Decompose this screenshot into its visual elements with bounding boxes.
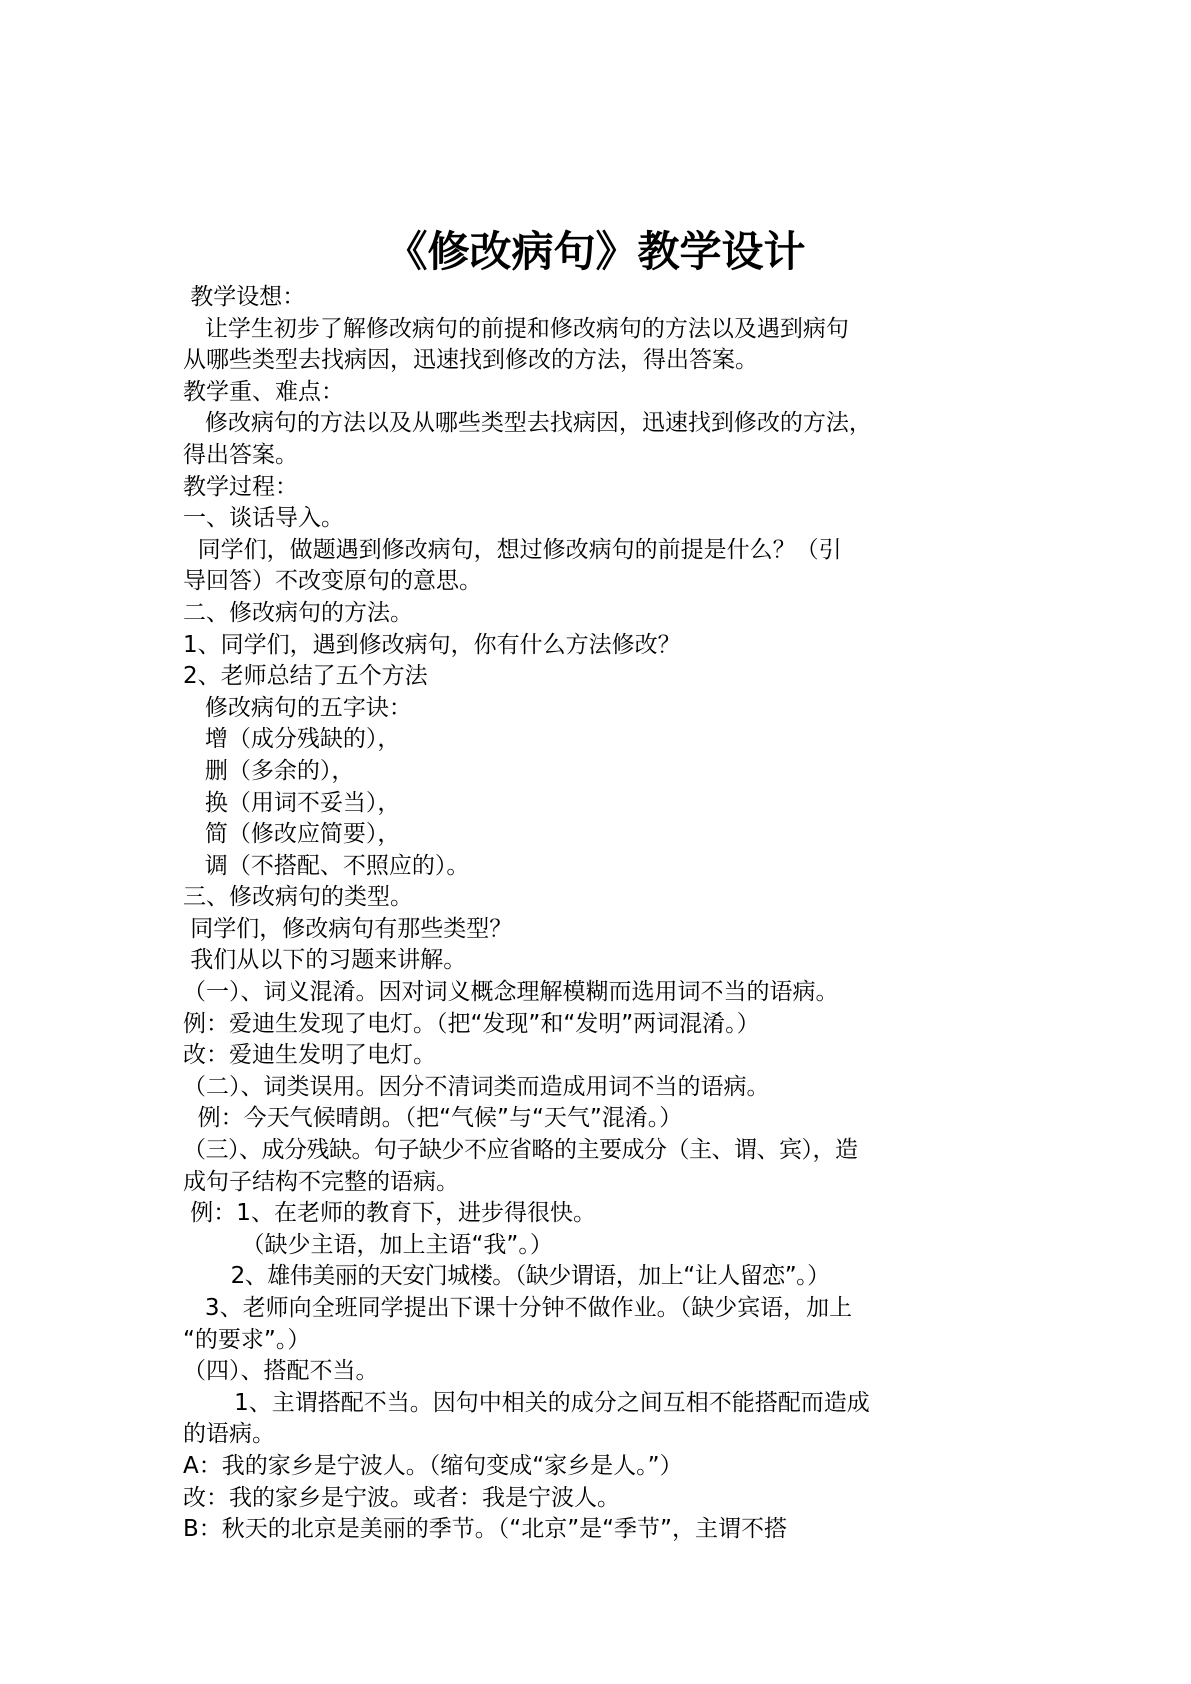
- text-line: 三、修改病句的类型。: [183, 884, 413, 911]
- text-line: 成句子结构不完整的语病。: [183, 1168, 459, 1195]
- text-line: （缺少主语，加上主语“我”。）: [183, 1231, 553, 1258]
- text-line: 修改病句的方法以及从哪些类型去找病因，迅速找到修改的方法，: [183, 410, 872, 437]
- text-line: 二、修改病句的方法。: [183, 599, 413, 626]
- text-line: 的语病。: [183, 1421, 275, 1448]
- text-line: 我们从以下的习题来讲解。: [183, 947, 467, 974]
- text-line: “的要求”。）: [183, 1326, 311, 1353]
- text-line: 例：今天气候晴朗。（把“气候”与“天气”混淆。）: [183, 1105, 683, 1132]
- text-line: 得出答案。: [183, 441, 298, 468]
- text-line: 2、雄伟美丽的天安门城楼。（缺少谓语，加上“让人留恋”。）: [183, 1263, 830, 1290]
- text-line: 一、谈话导入。: [183, 505, 344, 532]
- text-line: 2、老师总结了五个方法: [183, 663, 428, 690]
- text-line: 例：爱迪生发现了电灯。（把“发现”和“发明”两词混淆。）: [183, 1010, 760, 1037]
- text-line: 例：1、在老师的教育下，进步得很快。: [183, 1200, 596, 1227]
- text-line: 换（用词不妥当），: [183, 789, 401, 816]
- text-line: 让学生初步了解修改病句的前提和修改病句的方法以及遇到病句: [183, 315, 849, 342]
- text-line: 修改病句的五字诀：: [183, 694, 412, 721]
- text-line: 1、同学们，遇到修改病句，你有什么方法修改？: [183, 631, 681, 658]
- text-line: 删（多余的），: [183, 757, 355, 784]
- text-line: 增（成分残缺的），: [183, 726, 401, 753]
- text-line: 改：爱迪生发明了电灯。: [183, 1042, 436, 1069]
- text-line: 简（修改应简要），: [183, 821, 401, 848]
- text-line: 同学们，做题遇到修改病句，想过修改病句的前提是什么？（引: [183, 536, 842, 563]
- text-line: 教学重、难点：: [183, 378, 344, 405]
- text-line: （三）、成分残缺。句子缺少不应省略的主要成分（主、谓、宾），造: [183, 1137, 858, 1164]
- text-line: 调（不搭配、不照应的）。: [183, 852, 470, 879]
- text-line: A：我的家乡是宁波人。（缩句变成“家乡是人。”）: [183, 1452, 683, 1479]
- document-title: 《修改病句》教学设计: [385, 227, 806, 276]
- text-line: 1、主谓搭配不当。因句中相关的成分之间互相不能搭配而造成: [183, 1389, 870, 1416]
- text-line: B：秋天的北京是美丽的季节。（“北京”是“季节”，主谓不搭: [183, 1516, 787, 1543]
- text-line: 教学过程：: [183, 473, 298, 500]
- text-line: 3、老师向全班同学提出下课十分钟不做作业。（缺少宾语，加上: [183, 1295, 853, 1321]
- text-line: 从哪些类型去找病因，迅速找到修改的方法，得出答案。: [183, 347, 758, 374]
- document-body: [183, 282, 1023, 1546]
- text-line: （二）、词类误用。因分不清词类而造成用词不当的语病。: [183, 1073, 770, 1100]
- text-line: （一）、词义混淆。因对词义概念理解模糊而选用词不当的语病。: [183, 979, 839, 1006]
- text-line: （四）、搭配不当。: [183, 1358, 379, 1385]
- text-line: 教学设想：: [183, 284, 306, 310]
- text-line: 同学们，修改病句有那些类型？: [183, 915, 513, 942]
- text-line: 改：我的家乡是宁波。或者：我是宁波人。: [183, 1484, 620, 1511]
- text-line: 导回答）不改变原句的意思。: [183, 568, 482, 595]
